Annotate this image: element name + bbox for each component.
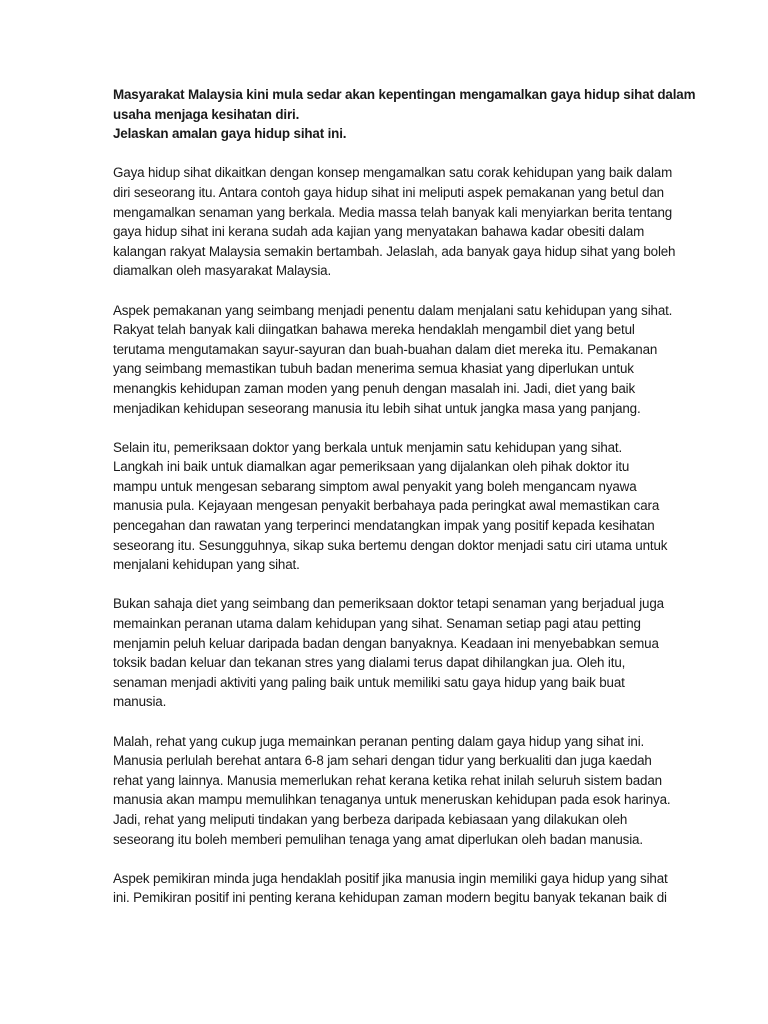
paragraph-line: menjamin peluh keluar daripada badan dengan banyaknya. Keadaan ini menyebabkan semua	[113, 635, 659, 651]
paragraph-line: mampu untuk mengesan sebarang simptom awal penyakit yang boleh mengancam nyawa	[113, 478, 637, 494]
paragraph-line: seseorang itu. Sesungguhnya, sikap suka bertemu dengan doktor menjadi satu ciri utama untuk	[113, 537, 668, 553]
paragraph-line: Langkah ini baik untuk diamalkan agar pemeriksaan yang dijalankan oleh pihak doktor itu	[113, 459, 630, 475]
paragraph-line: toksik badan keluar dan tekanan stres yang dialami terus dapat dihilangkan jua. Oleh itu,	[113, 655, 626, 671]
paragraph-introduction	[113, 163, 676, 281]
paragraph-line: diamalkan oleh masyarakat Malaysia.	[113, 263, 332, 279]
paragraph-doctor-checkup	[113, 438, 668, 575]
paragraph-line: Selain itu, pemeriksaan doktor yang berkala untuk menjamin satu kehidupan yang sihat.	[113, 439, 623, 455]
paragraph-spacer	[113, 575, 661, 595]
paragraph-line: menjadikan kehidupan seseorang manusia itu lebih sihat untuk jangka masa yang panjang.	[113, 400, 641, 416]
paragraph-line: manusia pula. Kejayaan mengesan penyakit berbahaya pada peringkat awal memastikan cara	[113, 498, 660, 514]
question-line: usaha menjaga kesihatan diri.	[113, 106, 300, 122]
paragraph-line: Gaya hidup sihat dikaitkan dengan konsep mengamalkan satu corak kehidupan yang baik dalam	[113, 165, 673, 181]
paragraph-line: Aspek pemakanan yang seimbang menjadi penentu dalam menjalani satu kehidupan yang sihat.	[113, 302, 673, 318]
paragraph-line: Jadi, rehat yang meliputi tindakan yang berbeza daripada kebiasaan yang dilakukan oleh	[113, 811, 628, 827]
paragraph-line: mengamalkan senaman yang berkala. Media massa telah banyak kali menyiarkan berita tentang	[113, 204, 673, 220]
paragraph-diet	[113, 301, 673, 419]
paragraph-spacer	[113, 144, 661, 164]
paragraph-line: Bukan sahaja diet yang seimbang dan pemeriksaan doktor tetapi senaman yang berjadual juga	[113, 596, 664, 612]
paragraph-spacer	[113, 712, 661, 732]
paragraph-rest	[113, 732, 671, 850]
paragraph-line: manusia akan mampu memulihkan tenaganya untuk meneruskan kehidupan pada esok harinya.	[113, 792, 671, 808]
paragraph-line: Aspek pemikiran minda juga hendaklah positif jika manusia ingin memiliki gaya hidup yang sihat	[113, 870, 668, 886]
paragraph-line: memainkan peranan utama dalam kehidupan yang sihat. Senaman setiap pagi atau petting	[113, 616, 641, 632]
question-heading	[113, 85, 696, 144]
paragraph-line: pencegahan dan rawatan yang terperinci mendatangkan impak yang positif kepada kesihatan	[113, 518, 655, 534]
paragraph-line: gaya hidup sihat ini kerana sudah ada kajian yang menyatakan bahawa kadar obesiti dalam	[113, 224, 645, 240]
paragraph-positive-mind	[113, 869, 668, 908]
paragraph-line: Manusia perlulah berehat antara 6-8 jam sehari dengan tidur yang berkualiti dan juga kaedah	[113, 753, 652, 769]
question-instruction: Jelaskan amalan gaya hidup sihat ini.	[113, 126, 347, 142]
paragraph-line: menangkis kehidupan zaman moden yang penuh dengan masalah ini. Jadi, diet yang baik	[113, 380, 636, 396]
paragraph-line: menjalani kehidupan yang sihat.	[113, 557, 300, 573]
paragraph-spacer	[113, 281, 661, 301]
paragraph-line: diri seseorang itu. Antara contoh gaya hidup sihat ini meliputi aspek pemakanan yang betul dan	[113, 184, 664, 200]
document-page	[113, 85, 696, 908]
paragraph-line: ini. Pemikiran positif ini penting kerana kehidupan zaman modern begitu banyak tekanan baik di	[113, 890, 667, 906]
paragraph-line: manusia.	[113, 694, 167, 710]
paragraph-line: senaman menjadi aktiviti yang paling baik untuk memiliki satu gaya hidup yang baik buat	[113, 674, 625, 690]
paragraph-line: terutama mengutamakan sayur-sayuran dan buah-buahan dalam diet mereka itu. Pemakanan	[113, 341, 658, 357]
paragraph-line: Rakyat telah banyak kali diingatkan bahawa mereka hendaklah mengambil diet yang betul	[113, 322, 635, 338]
paragraph-line: rehat yang lainnya. Manusia memerlukan rehat kerana ketika rehat inilah seluruh sistem badan	[113, 772, 662, 788]
paragraph-line: kalangan rakyat Malaysia semakin bertambah. Jelaslah, ada banyak gaya hidup sihat yang boleh	[113, 243, 676, 259]
paragraph-line: seseorang itu boleh memberi pemulihan tenaga yang amat diperlukan oleh badan manusia.	[113, 831, 643, 847]
question-line: Masyarakat Malaysia kini mula sedar akan kepentingan mengamalkan gaya hidup sihat dalam	[113, 87, 696, 102]
paragraph-spacer	[113, 849, 661, 869]
paragraph-line: yang seimbang memastikan tubuh badan menerima semua khasiat yang diperlukan untuk	[113, 361, 634, 377]
paragraph-exercise	[113, 594, 664, 712]
paragraph-spacer	[113, 418, 661, 438]
paragraph-line: Malah, rehat yang cukup juga memainkan peranan penting dalam gaya hidup yang sihat ini.	[113, 733, 645, 749]
